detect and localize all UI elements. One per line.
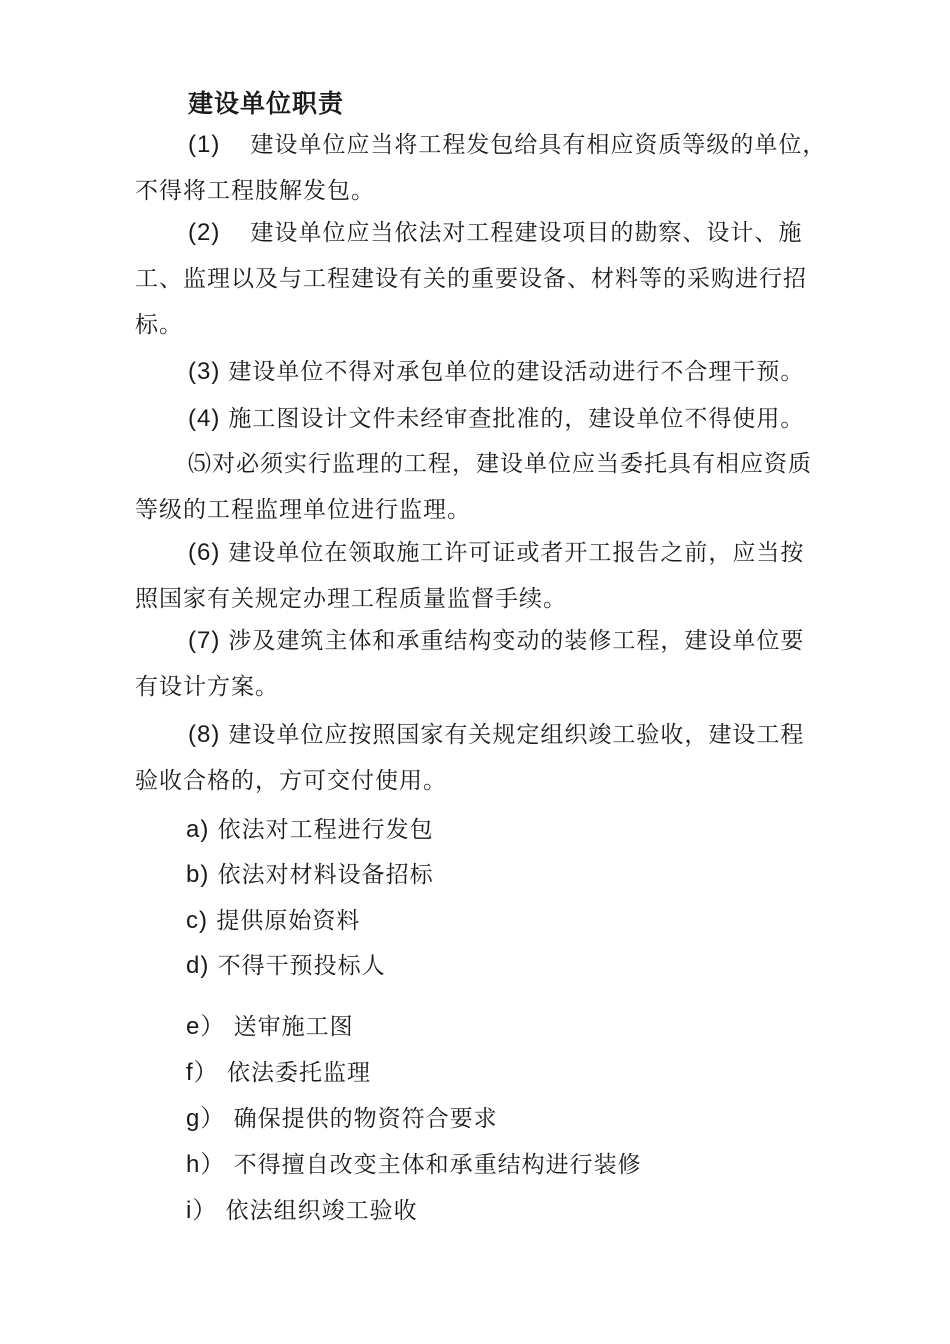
paragraph-line: 标。	[135, 312, 183, 338]
paragraph-line	[135, 396, 835, 442]
paragraph-line	[135, 349, 835, 395]
paragraph-number: (8)	[188, 721, 221, 748]
list-item-text: 依法组织竣工验收	[225, 1198, 418, 1224]
paragraph-6	[135, 530, 835, 622]
paragraph-line	[135, 122, 835, 168]
paragraph-line	[135, 712, 835, 758]
list-item-label: a)	[186, 816, 210, 843]
paragraph-7	[135, 618, 835, 710]
list-item-text: 送审施工图	[233, 1014, 354, 1040]
list-item-label: i）	[186, 1197, 218, 1224]
paragraph-number: (1)	[188, 131, 221, 158]
paragraph-number: (2)	[188, 219, 221, 246]
list-item	[186, 1053, 371, 1093]
paragraph-text: 建设单位在领取施工许可证或者开工报告之前，应当按	[228, 540, 805, 566]
list-item-label: h）	[186, 1151, 226, 1178]
list-item	[186, 1191, 418, 1231]
list-item-text: 依法委托监理	[226, 1060, 371, 1086]
paragraph-text: 建设单位不得对承包单位的建设活动进行不合理干预。	[228, 359, 805, 385]
list-item	[186, 1007, 354, 1047]
list-item-label: g）	[186, 1105, 226, 1132]
paragraph-5	[135, 441, 835, 533]
list-item	[186, 1099, 498, 1139]
paragraph-text: 建设单位应当依法对工程建设项目的勘察、设计、施	[250, 220, 803, 246]
paragraph-text: 涉及建筑主体和承重结构变动的装修工程，建设单位要	[228, 628, 805, 654]
list-item-text: 确保提供的物资符合要求	[233, 1106, 498, 1132]
list-item-text: 依法对工程进行发包	[217, 817, 434, 843]
list-item-text: 不得擅自改变主体和承重结构进行装修	[233, 1152, 642, 1178]
list-item	[186, 1145, 642, 1185]
paragraph-line	[135, 618, 835, 664]
list-item-text: 依法对材料设备招标	[217, 862, 434, 888]
paragraph-number: (6)	[188, 539, 221, 566]
page-title: 建设单位职责	[188, 89, 345, 118]
paragraph-number: (3)	[188, 358, 221, 385]
paragraph-4	[135, 396, 835, 442]
list-item	[186, 810, 434, 850]
list-item-label: b)	[186, 861, 210, 888]
list-item-text: 不得干预投标人	[217, 953, 386, 979]
paragraph-text: 对必须实行监理的工程，建设单位应当委托具有相应资质	[212, 451, 812, 477]
list-item	[186, 901, 360, 941]
list-item-label: f）	[186, 1059, 219, 1086]
paragraph-line: 不得将工程肢解发包。	[135, 178, 375, 204]
paragraph-line	[135, 210, 835, 256]
paragraph-8	[135, 712, 835, 804]
paragraph-line	[135, 530, 835, 576]
paragraph-number: (4)	[188, 405, 221, 432]
paragraph-line	[135, 441, 835, 487]
paragraph-text: 建设单位应按照国家有关规定组织竣工验收，建设工程	[228, 722, 805, 748]
list-item	[186, 946, 386, 986]
paragraph-2	[135, 210, 835, 348]
paragraph-text: 建设单位应当将工程发包给具有相应资质等级的单位，	[250, 132, 827, 158]
paragraph-line: 有设计方案。	[135, 674, 279, 700]
paragraph-line: 验收合格的，方可交付使用。	[135, 768, 447, 794]
paragraph-number: (7)	[188, 627, 221, 654]
paragraph-1	[135, 122, 835, 214]
paragraph-line: 工、监理以及与工程建设有关的重要设备、材料等的采购进行招	[135, 266, 807, 292]
list-item-label: c)	[186, 907, 208, 934]
list-item-label: e）	[186, 1013, 226, 1040]
paragraph-line: 等级的工程监理单位进行监理。	[135, 497, 471, 523]
list-item-text: 提供原始资料	[216, 908, 361, 934]
paragraph-text: 施工图设计文件未经审查批准的，建设单位不得使用。	[228, 406, 805, 432]
paragraph-number: ⑸	[188, 451, 212, 477]
list-item	[186, 855, 434, 895]
paragraph-line: 照国家有关规定办理工程质量监督手续。	[135, 586, 567, 612]
paragraph-3	[135, 349, 835, 395]
list-item-label: d)	[186, 952, 210, 979]
